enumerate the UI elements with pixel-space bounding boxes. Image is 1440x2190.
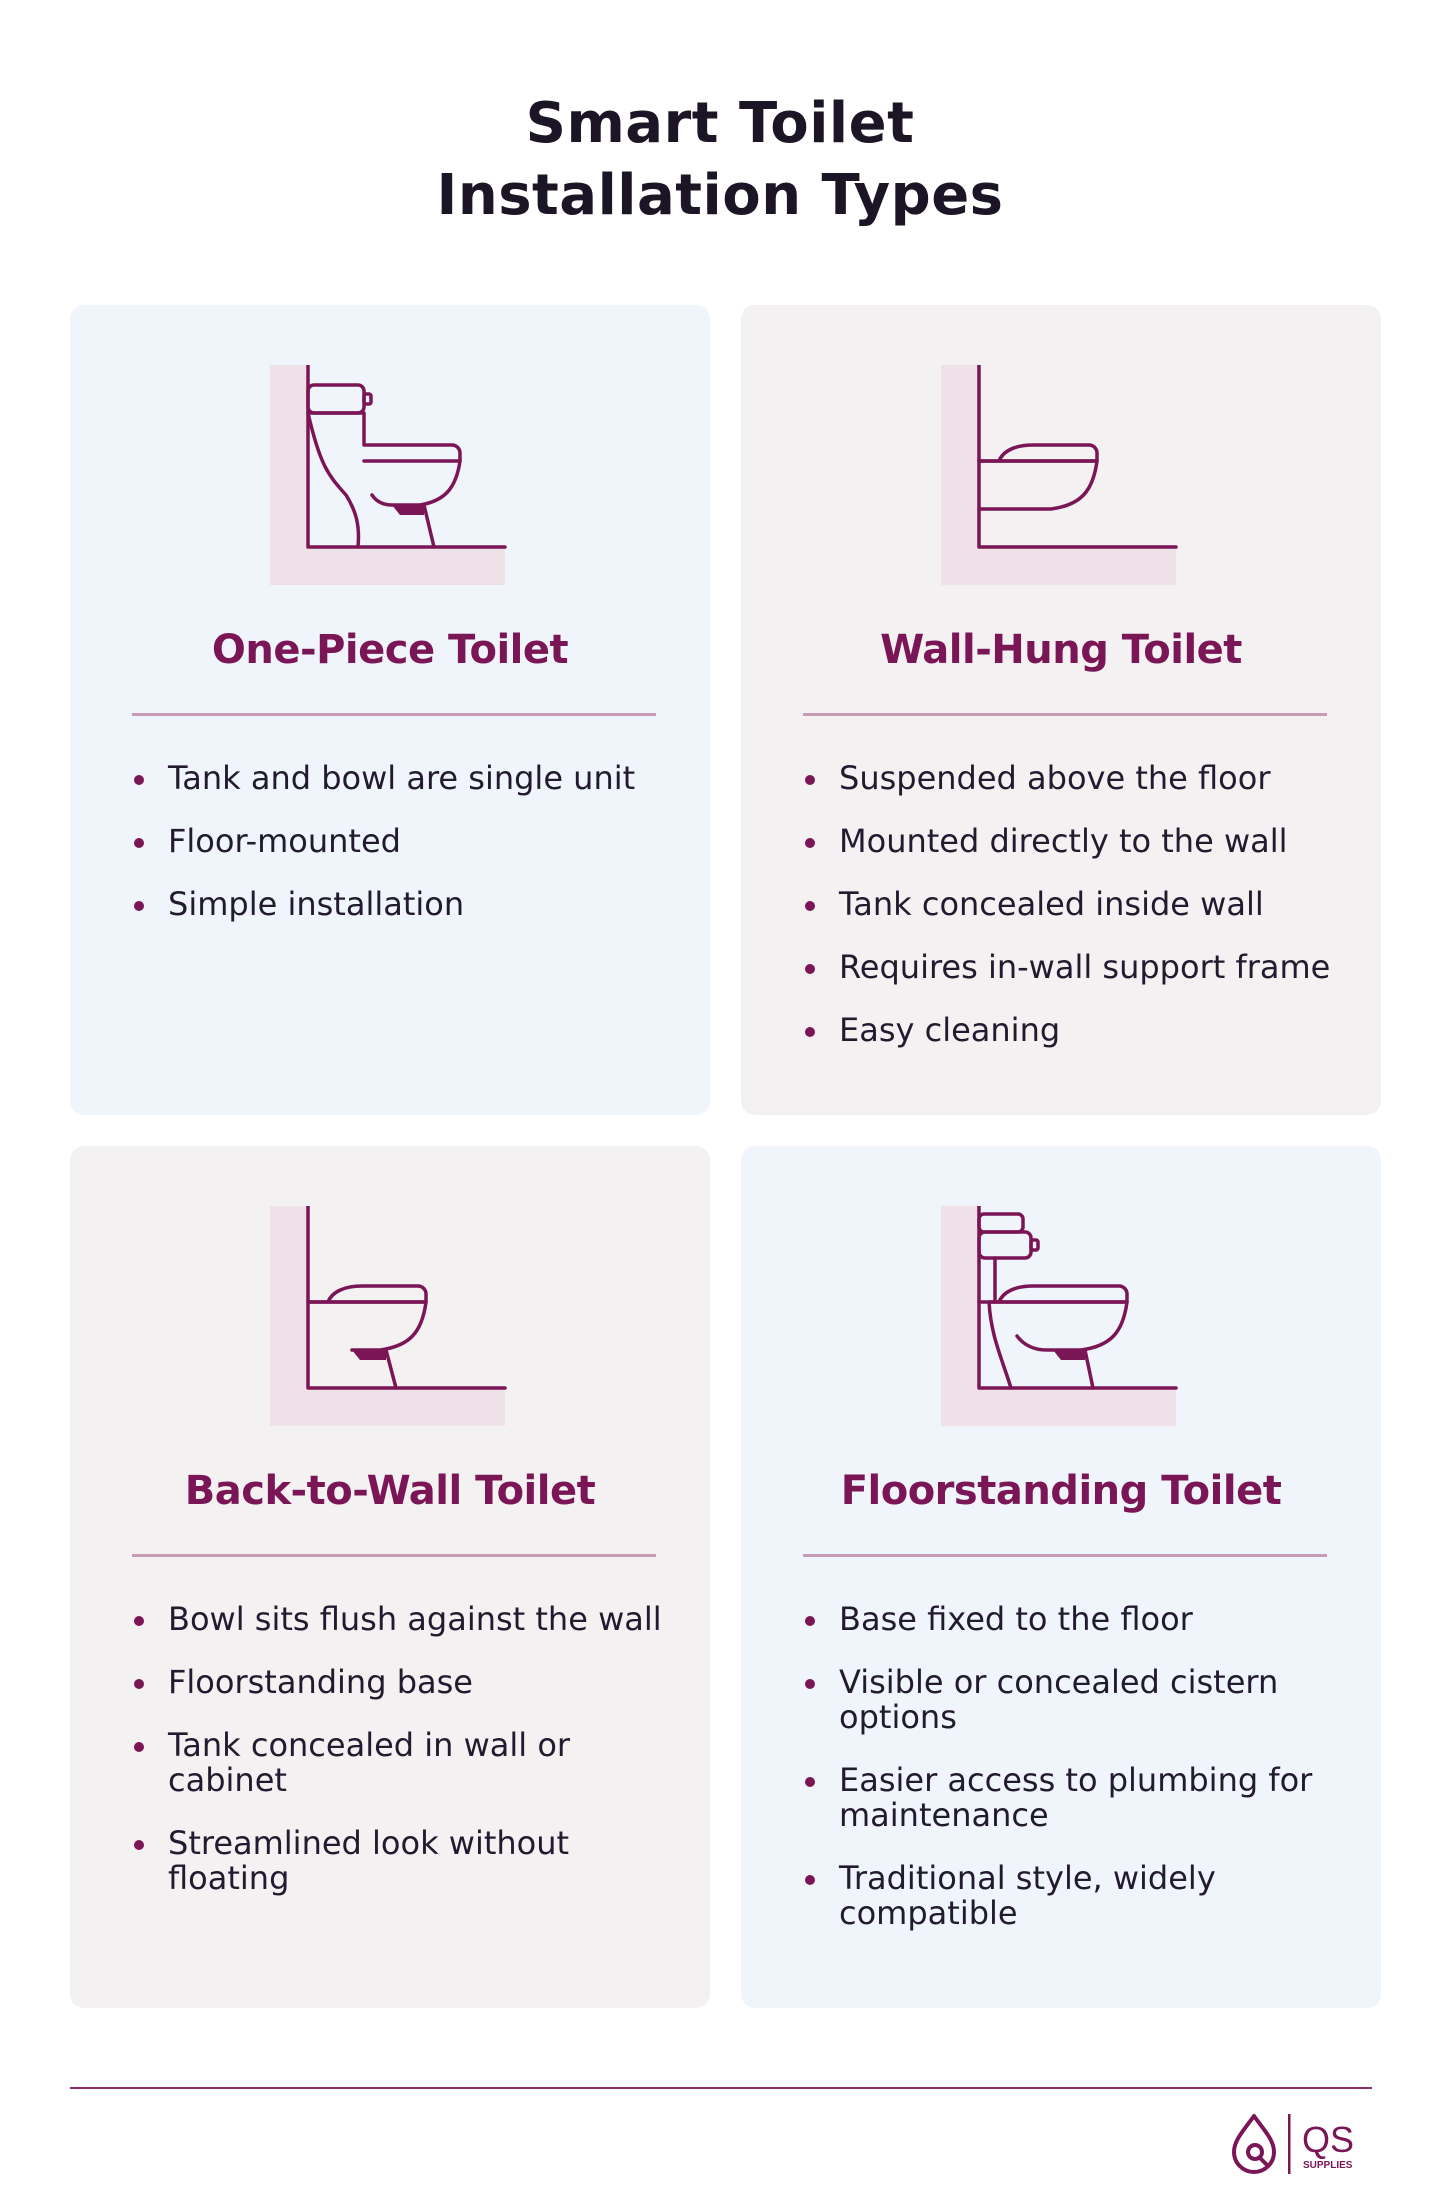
logo-mark: QS (1302, 2119, 1355, 2160)
title-line-2: Installation Types (436, 163, 1004, 228)
feature-list (132, 1602, 672, 1924)
divider (803, 1554, 1327, 1557)
footer-divider (70, 2087, 1372, 2089)
card-wall-hung (741, 305, 1381, 1115)
card-title: One-Piece Toilet (211, 627, 569, 673)
feature-list (132, 761, 672, 950)
list-item: Bowl sits flush against the wall (132, 1602, 672, 1637)
title-line-1: Smart Toilet (525, 91, 915, 156)
list-item: Base fixed to the floor (803, 1602, 1343, 1637)
page-title (0, 88, 1440, 232)
card-back-to-wall (70, 1146, 710, 2008)
card-floorstanding (741, 1146, 1381, 2008)
floorstanding-toilet-icon (941, 1206, 1181, 1426)
feature-list (803, 761, 1343, 1076)
card-title: Floorstanding Toilet (840, 1468, 1282, 1514)
card-title: Wall-Hung Toilet (880, 627, 1242, 673)
list-item: Easier access to plumbing for maintenance (803, 1763, 1343, 1833)
list-item: Floor-mounted (132, 824, 672, 859)
back-to-wall-toilet-icon (270, 1206, 510, 1426)
list-item: Streamlined look without floating (132, 1826, 672, 1896)
feature-list (803, 1602, 1343, 1959)
divider (132, 713, 656, 716)
list-item: Simple installation (132, 887, 672, 922)
list-item: Traditional style, widely compatible (803, 1861, 1343, 1931)
divider (132, 1554, 656, 1557)
list-item: Tank and bowl are single unit (132, 761, 672, 796)
qs-supplies-logo (1230, 2108, 1380, 2180)
list-item: Tank concealed inside wall (803, 887, 1343, 922)
wall-hung-toilet-icon (941, 365, 1181, 585)
list-item: Floorstanding base (132, 1665, 672, 1700)
list-item: Easy cleaning (803, 1013, 1343, 1048)
list-item: Tank concealed in wall or cabinet (132, 1728, 672, 1798)
divider (803, 713, 1327, 716)
list-item: Mounted directly to the wall (803, 824, 1343, 859)
one-piece-toilet-icon (270, 365, 510, 585)
card-title: Back-to-Wall Toilet (184, 1468, 596, 1514)
list-item: Requires in-wall support frame (803, 950, 1343, 985)
list-item: Visible or concealed cistern options (803, 1665, 1343, 1735)
logo-subtext: SUPPLIES (1303, 2160, 1353, 2171)
list-item: Suspended above the floor (803, 761, 1343, 796)
card-one-piece (70, 305, 710, 1115)
